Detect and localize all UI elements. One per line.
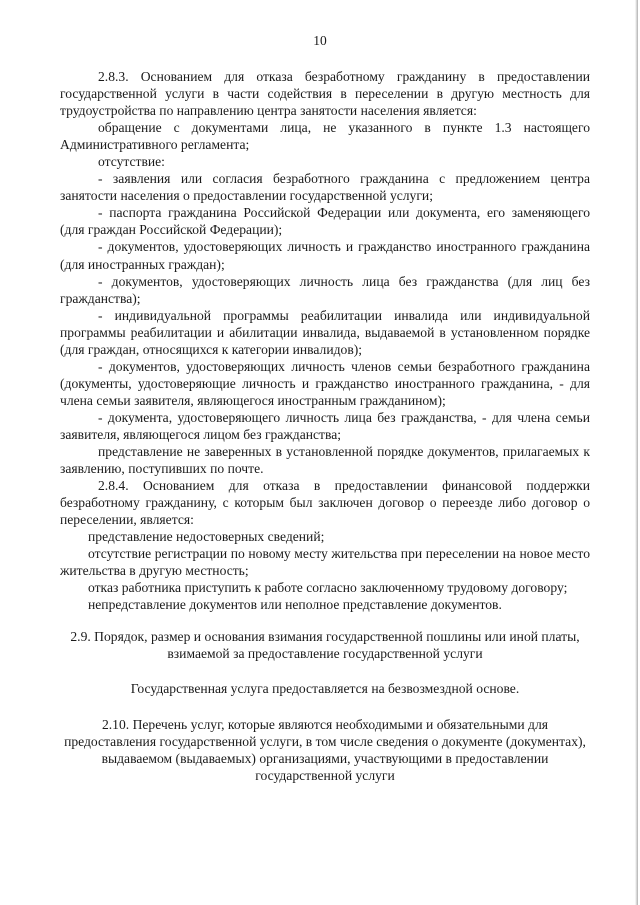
list-item: - документа, удостоверяющего личность лица без гражданства, - для члена семьи заявителя, являющегося лицом без гражданства; — [60, 409, 590, 442]
paragraph: представление недостоверных сведений; — [88, 529, 325, 545]
scan-edge — [635, 0, 638, 905]
list-item: - индивидуальной программы реабилитации инвалида или индивидуальной программы реабилитации и абилитации инвалида, выдаваемой в установленном порядке (для граждан, относящихся к категории инвалидов); — [60, 307, 590, 357]
paragraph: обращение с документами лица, не указанного в пункте 1.3 настоящего Административного регламента; — [60, 120, 590, 153]
paragraph-2-8-3: 2.8.3. Основанием для отказа безработному гражданину в предоставлении государственной услуги в части содействия в переселении в другую местность для трудоустройства по направлению центра занятости населения является: — [60, 69, 590, 119]
paragraph: отсутствие регистрации по новому месту жительства при переселении на новое место жительства в другую местность; — [60, 546, 590, 579]
paragraph: отказ работника приступить к работе согласно заключенному трудовому договору; — [88, 580, 568, 596]
list-item: - паспорта гражданина Российской Федерации или документа, его заменяющего (для граждан Российской Федерации); — [60, 205, 590, 238]
paragraph-2-8-4: 2.8.4. Основанием для отказа в предоставлении финансовой поддержки безработному гражданину, с которым был заключен договор о переезде либо договор о переселении, является: — [60, 478, 590, 528]
list-item: - заявления или согласия безработного гражданина с предложением центра занятости населения о предоставлении государственной услуги; — [60, 171, 590, 204]
paragraph: непредставление документов или неполное представление документов. — [88, 597, 502, 613]
section-heading-2-10: 2.10. Перечень услуг, которые являются необходимыми и обязательными для предоставления государственной услуги, в том числе сведения о документе (документах), выдаваемом (выдаваемых) организациями, участвующими в предоставлении государственной услуги — [64, 716, 586, 783]
list-item: - документов, удостоверяющих личность лица без гражданства (для лиц без гражданства); — [60, 273, 590, 306]
document-body — [60, 68, 590, 784]
section-heading-2-9: 2.9. Порядок, размер и основания взимания государственной пошлины или иной платы, взимаемой за предоставление государственной услуги — [70, 628, 580, 661]
paragraph: отсутствие: — [98, 154, 165, 170]
list-item: - документов, удостоверяющих личность членов семьи безработного гражданина (документы, удостоверяющие личность и гражданство иностранного гражданина, - для члена семьи заявителя, являющегося иностранным гражданином); — [60, 358, 590, 408]
page-number: 10 — [313, 33, 327, 48]
section-text-2-9: Государственная услуга предоставляется на безвозмездной основе. — [130, 680, 520, 696]
list-item: - документов, удостоверяющих личность и гражданство иностранного гражданина (для иностранных граждан); — [60, 239, 590, 272]
paragraph: представление не заверенных в установленной порядке документов, прилагаемых к заявлению, поступивших по почте. — [60, 444, 590, 477]
